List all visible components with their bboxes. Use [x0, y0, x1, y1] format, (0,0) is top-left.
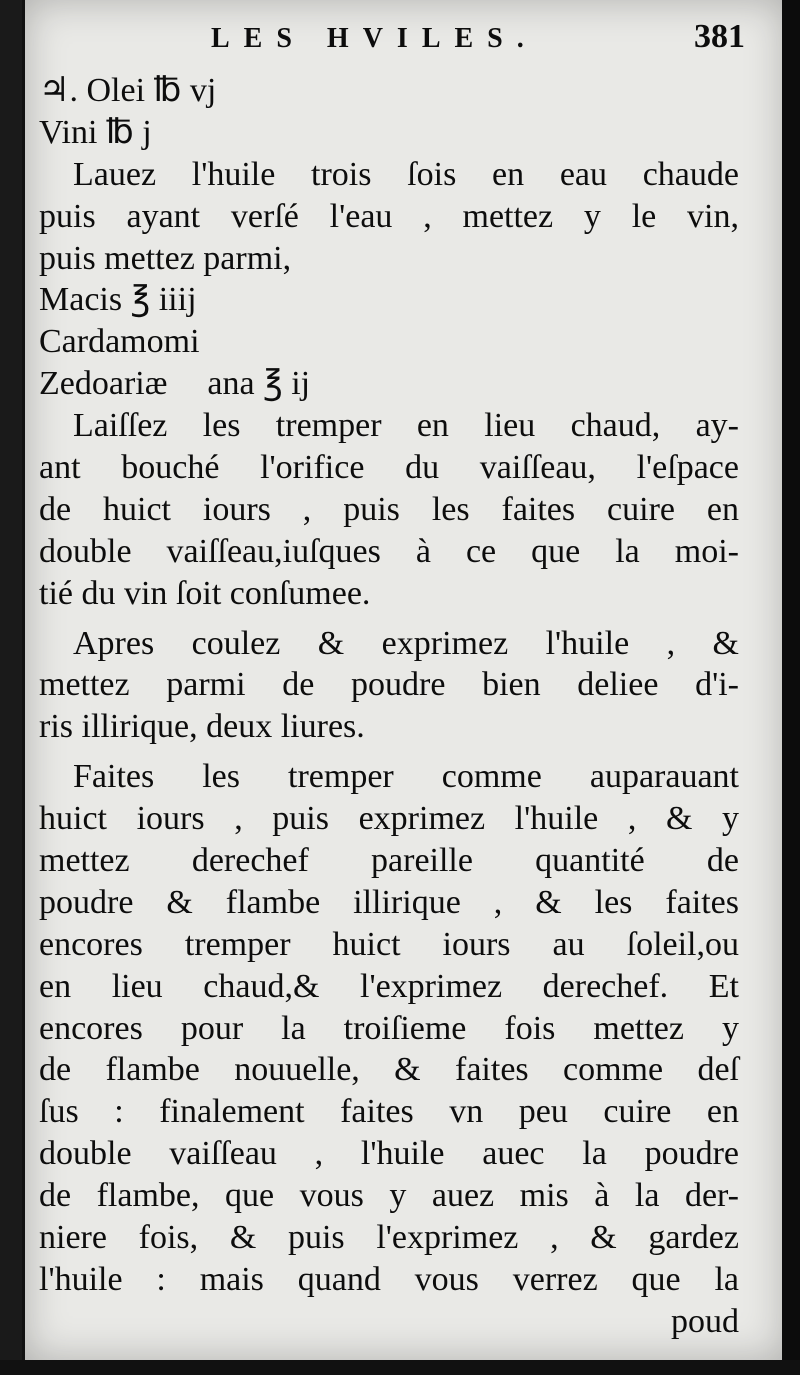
page-edge-shadow: [782, 0, 800, 1375]
text-line: Faites les tremper comme auparauant: [73, 758, 739, 796]
running-head: LES HVILES.: [211, 23, 538, 54]
text-line: mettez derechef pareille quantité de: [39, 842, 739, 880]
ingredient-name: Zedoariæ: [39, 365, 168, 403]
text-line: ris illirique, deux liures.: [39, 708, 365, 746]
text-line: Laiſſez les tremper en lieu chaud, ay-: [73, 407, 739, 445]
text-line: double vaiſſeau,iuſques à ce que la moi-: [39, 532, 739, 570]
text-line: de flambe nouuelle, & faites comme deſ: [39, 1051, 739, 1089]
ingredient-line: Vini ℔ j: [39, 113, 152, 151]
ingredient-line: Cardamomi: [39, 323, 200, 361]
text-line: niere fois, & puis l'exprimez , & gardez: [39, 1219, 739, 1257]
page-number: 381: [694, 18, 745, 55]
text-line: de huict iours , puis les faites cuire en: [39, 490, 739, 528]
ingredient-quantity: ana ℥ ij: [207, 365, 311, 403]
book-page: [22, 0, 785, 1360]
text-line: Lauez l'huile trois ſois en eau chaude: [73, 155, 739, 193]
ingredient-line: ♃. Olei ℔ vj: [39, 72, 217, 109]
text-line: ſus : finalement faites vn peu cuire en: [39, 1093, 739, 1131]
recipe-body: [39, 70, 739, 1343]
text-line: huict iours , puis exprimez l'huile , & y: [39, 800, 739, 838]
ingredient-line: [39, 363, 739, 405]
text-line: encores pour la troiſieme fois mettez y: [39, 1009, 739, 1047]
text-line: Apres coulez & exprimez l'huile , &: [73, 624, 739, 662]
text-line: l'huile : mais quand vous verrez que la: [39, 1260, 739, 1298]
text-line: puis mettez parmi,: [39, 239, 292, 277]
page-header: [39, 18, 745, 64]
text-line: tié du vin ſoit conſumee.: [39, 574, 371, 612]
text-line: encores tremper huict iours au ſoleil,ou: [39, 925, 739, 963]
page-text: [39, 18, 745, 1343]
page-bottom-shadow: [0, 1360, 800, 1375]
text-line: ant bouché l'orifice du vaiſſeau, l'eſpace: [39, 449, 739, 487]
text-line: de flambe, que vous y auez mis à la der-: [39, 1177, 739, 1215]
text-line: poudre & flambe illirique , & les faites: [39, 883, 739, 921]
text-line: double vaiſſeau , l'huile auec la poudre: [39, 1135, 739, 1173]
text-line: en lieu chaud,& l'exprimez derechef. Et: [39, 967, 739, 1005]
text-line: mettez parmi de poudre bien deliee d'i-: [39, 666, 739, 704]
text-line: puis ayant verſé l'eau , mettez y le vin,: [39, 197, 739, 235]
ingredient-line: Macis ℥ iiij: [39, 281, 197, 319]
catchword: poud: [671, 1302, 739, 1340]
